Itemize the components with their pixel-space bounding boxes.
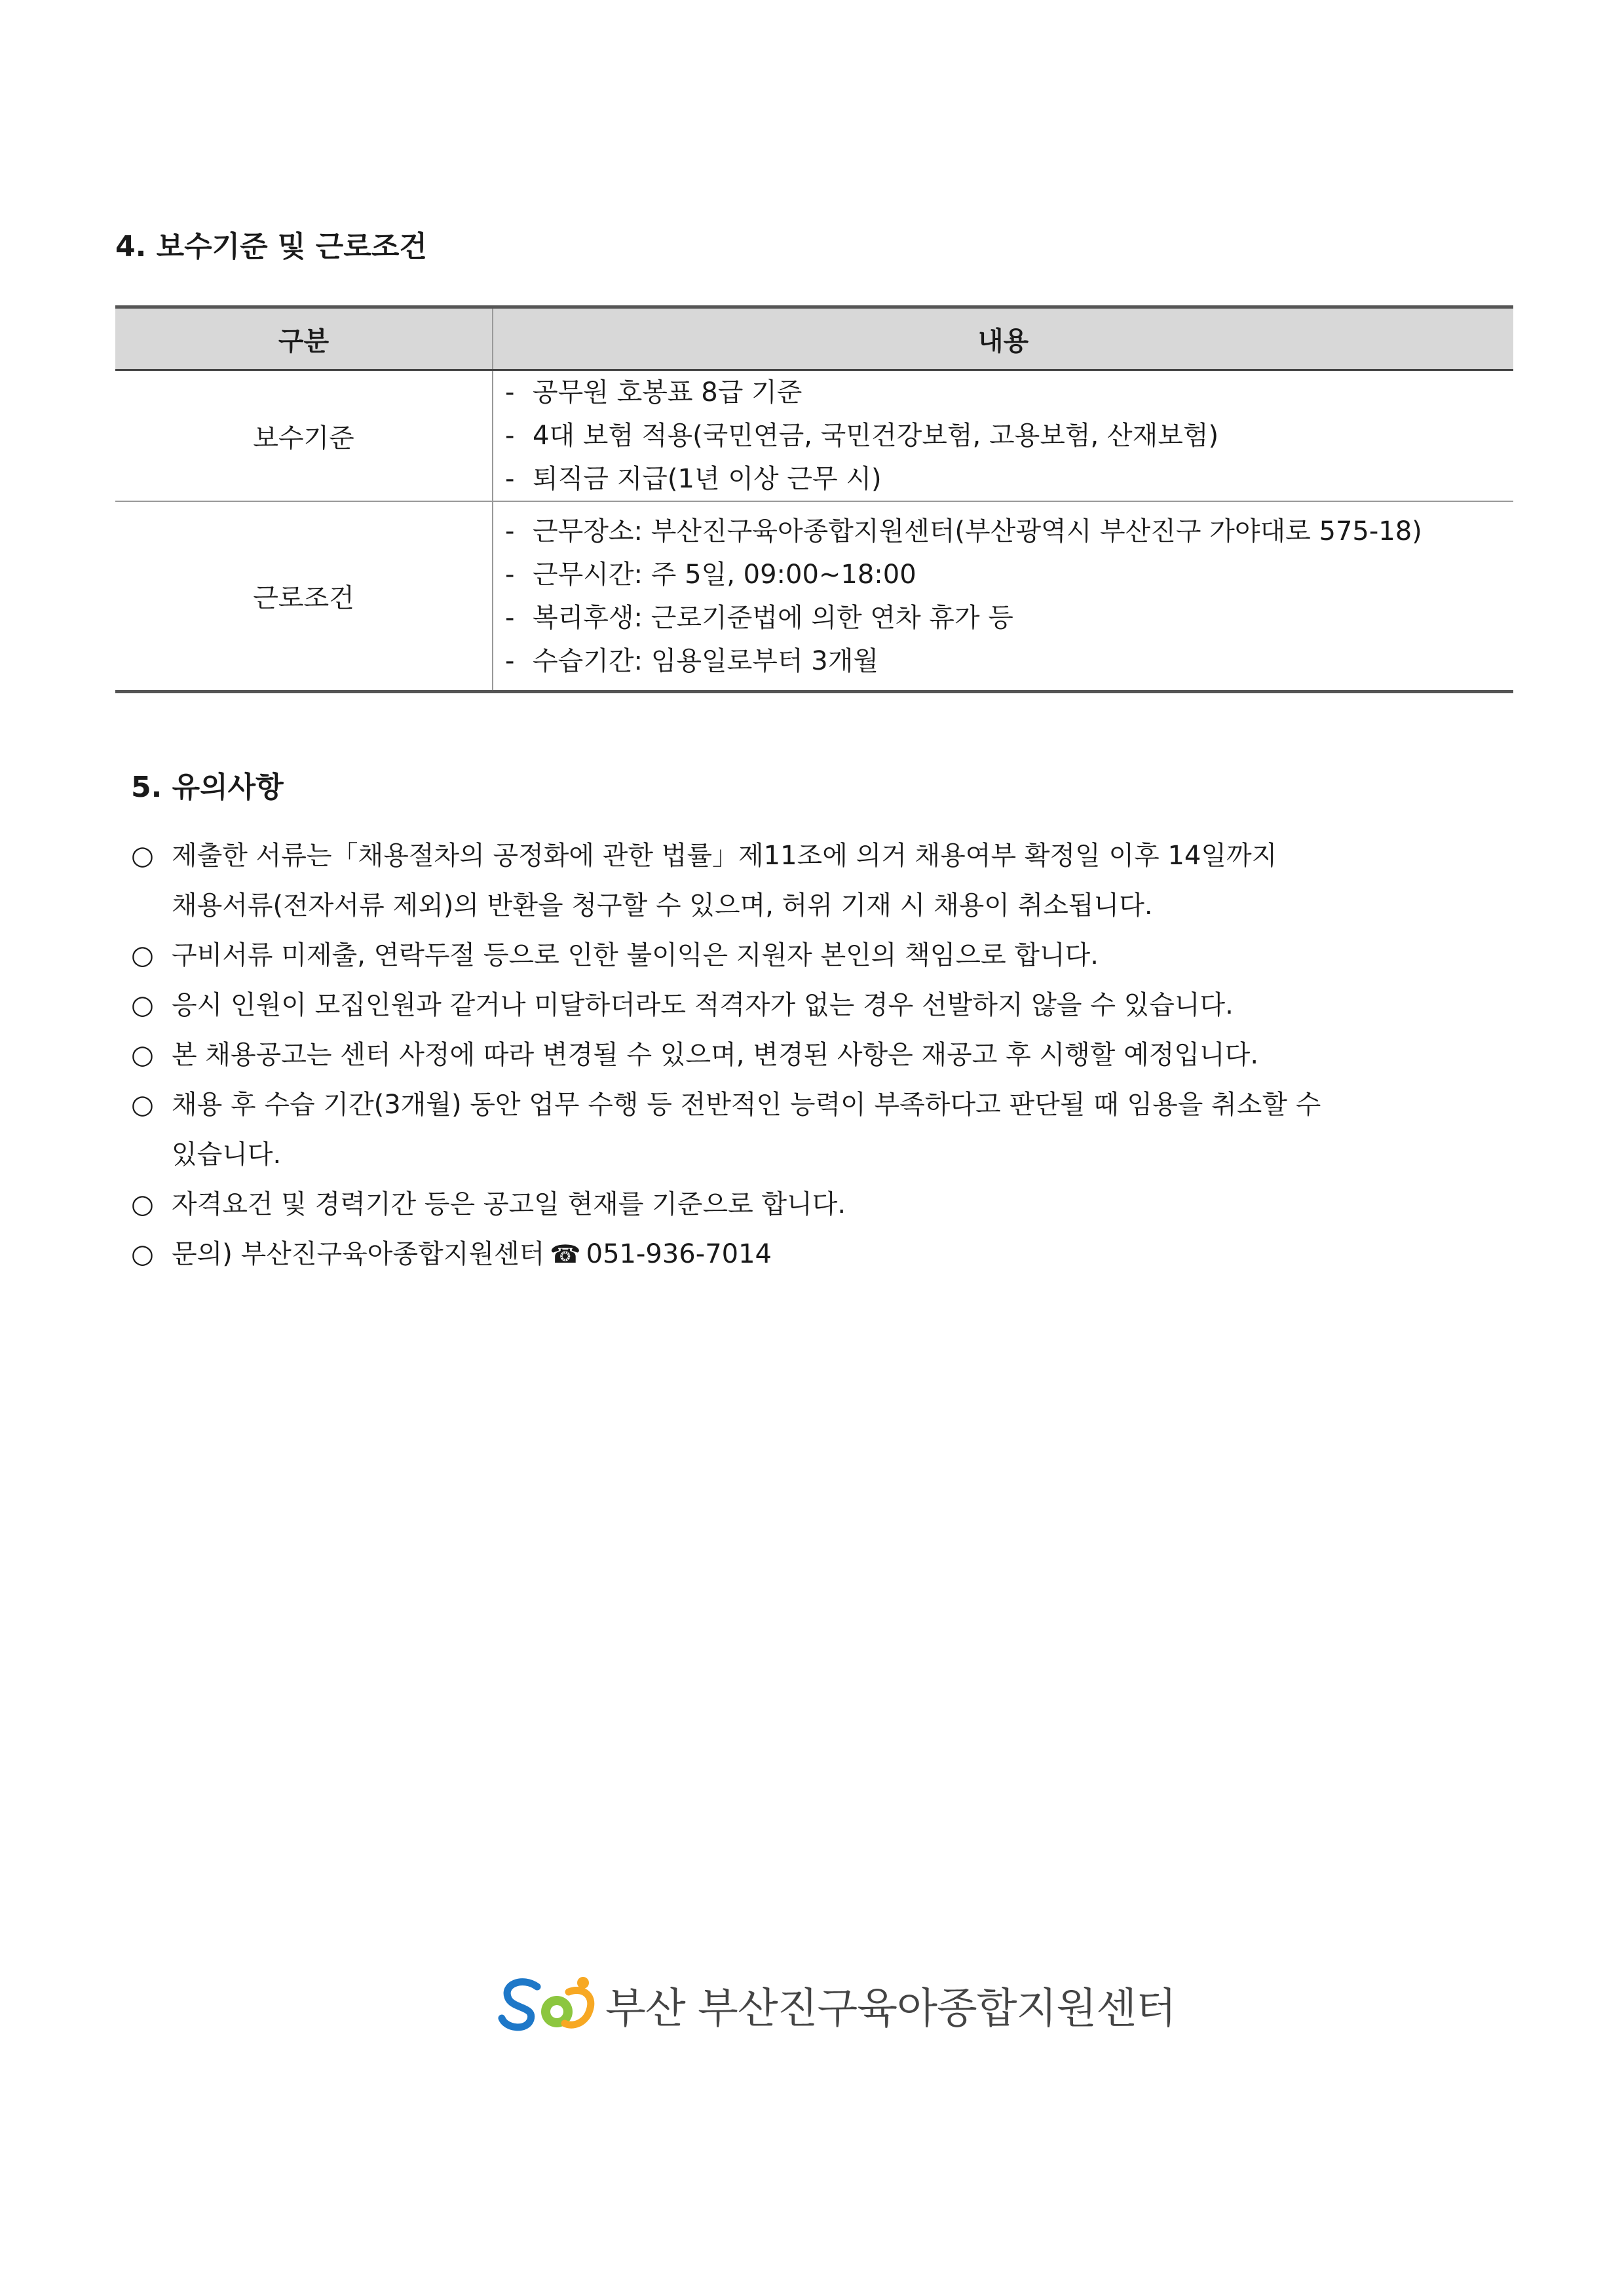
row-label: 근로조건	[115, 501, 493, 692]
row-label: 보수기준	[115, 370, 493, 502]
dash-bullet: -	[505, 645, 515, 676]
circle-bullet-icon: ○	[131, 1239, 154, 1269]
footer-logo	[497, 1972, 1176, 2038]
list-item: - 복리후생: 근로기준법에 의한 연차 휴가 등	[505, 596, 1513, 640]
center-logo-icon	[497, 1972, 601, 2038]
note-text: 구비서류 미제출, 연락두절 등으로 인한 불이익은 지원자 본인의 책임으로 합니다.	[172, 940, 1099, 970]
circle-bullet-icon: ○	[131, 990, 154, 1020]
row-content	[493, 370, 1513, 502]
circle-bullet-icon: ○	[131, 1090, 154, 1120]
list-item	[131, 1080, 1507, 1179]
circle-bullet-icon: ○	[131, 841, 154, 871]
list-item: - 수습기간: 임용일로부터 3개월	[505, 640, 1513, 683]
phone-icon: ☎	[550, 1240, 581, 1269]
header-category: 구분	[115, 307, 493, 370]
list-item	[131, 930, 1507, 980]
list-item: - 4대 보험 적용(국민연금, 국민건강보험, 고용보험, 산재보험)	[505, 414, 1513, 457]
table-row	[115, 370, 1513, 502]
pay-conditions-table	[115, 305, 1513, 693]
list-item	[131, 1030, 1507, 1080]
notes-list	[131, 831, 1507, 1279]
dash-bullet: -	[505, 602, 515, 633]
table-row	[115, 501, 1513, 692]
contact-prefix: 문의) 부산진구육아종합지원센터	[172, 1239, 545, 1269]
list-item: - 공무원 호봉표 8급 기준	[505, 371, 1513, 414]
list-item	[131, 980, 1507, 1030]
note-text: 채용 후 수습 기간(3개월) 동안 업무 수행 등 전반적인 능력이 부족하다고 판단될 때 임용을 취소할 수 있습니다.	[172, 1090, 1321, 1170]
list-item	[131, 831, 1507, 930]
note-text: 응시 인원이 모집인원과 같거나 미달하더라도 적격자가 없는 경우 선발하지 않을 수 있습니다.	[172, 990, 1234, 1020]
dash-bullet: -	[505, 421, 515, 451]
dash-bullet: -	[505, 464, 515, 494]
contact-item	[131, 1229, 1507, 1279]
note-text: 자격요건 및 경력기간 등은 공고일 현재를 기준으로 합니다.	[172, 1189, 846, 1219]
section-5-title: 5. 유의사항	[131, 771, 284, 804]
header-content: 내용	[493, 307, 1513, 370]
dash-bullet: -	[505, 559, 515, 590]
list-item	[131, 1179, 1507, 1229]
phone-number: 051-936-7014	[586, 1239, 772, 1269]
list-item: - 근무장소: 부산진구육아종합지원센터(부산광역시 부산진구 가야대로 575-18)	[505, 510, 1513, 553]
circle-bullet-icon: ○	[131, 940, 154, 970]
org-name: 부산 부산진구육아종합지원센터	[605, 1985, 1176, 2033]
contact-text	[172, 1229, 1507, 1279]
row-content	[493, 501, 1513, 692]
list-item: - 퇴직금 지급(1년 이상 근무 시)	[505, 457, 1513, 501]
dash-bullet: -	[505, 516, 515, 546]
section-4-title: 4. 보수기준 및 근로조건	[115, 230, 427, 263]
circle-bullet-icon: ○	[131, 1189, 154, 1219]
note-text: 본 채용공고는 센터 사정에 따라 변경될 수 있으며, 변경된 사항은 재공고 후 시행할 예정입니다.	[172, 1040, 1259, 1070]
table-header-row	[115, 307, 1513, 370]
note-text: 제출한 서류는「채용절차의 공정화에 관한 법률」제11조에 의거 채용여부 확정일 이후 14일까지 채용서류(전자서류 제외)의 반환을 청구할 수 있으며, 허위 기재 시 채용이 취소됩니다.	[172, 841, 1277, 921]
dash-bullet: -	[505, 377, 515, 408]
circle-bullet-icon: ○	[131, 1040, 154, 1070]
list-item: - 근무시간: 주 5일, 09:00~18:00	[505, 553, 1513, 596]
